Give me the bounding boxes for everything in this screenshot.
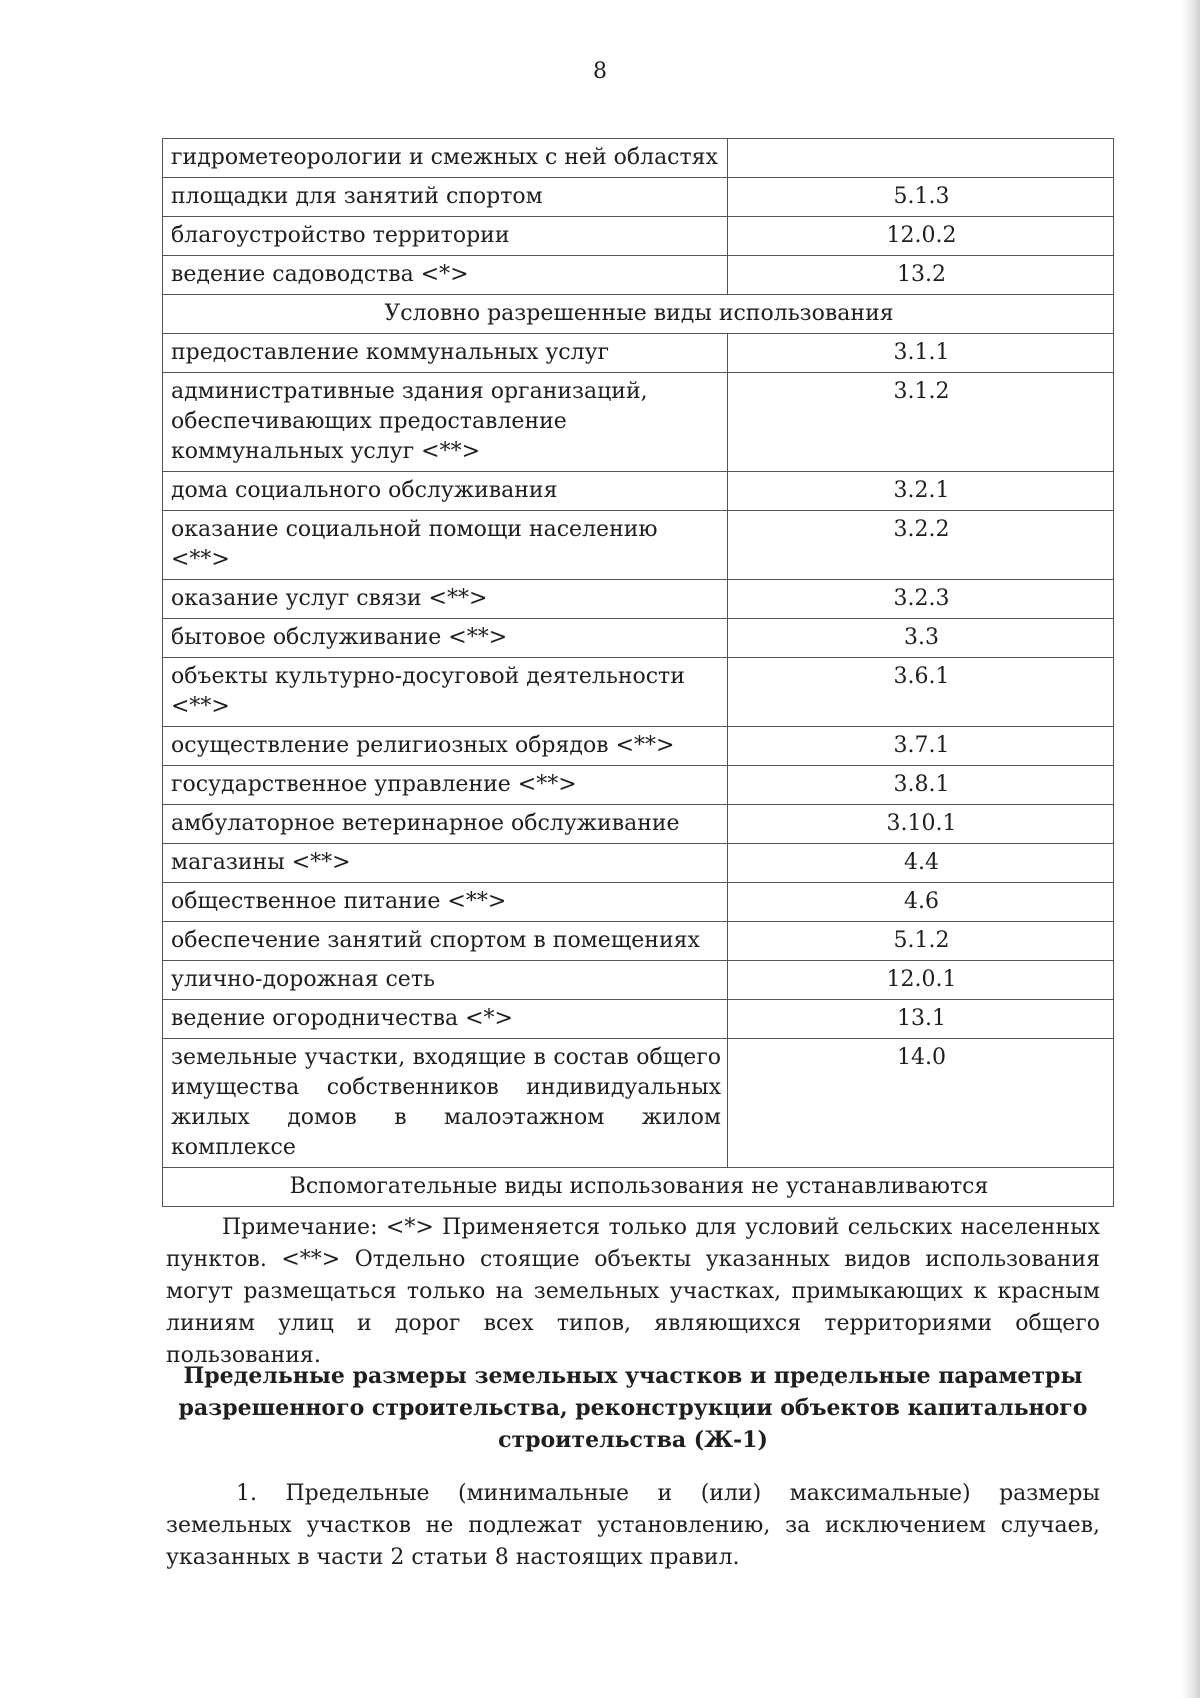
use-name: амбулаторное ветеринарное обслуживание xyxy=(163,805,728,844)
table-row xyxy=(163,178,1114,217)
body-paragraph: 1. Предельные (минимальные и (или) максимальные) размеры земельных участков не подлежат установлению, за исключением случаев, указанных в части 2 статьи 8 настоящих правил. xyxy=(166,1481,1100,1570)
use-code: 3.3 xyxy=(728,619,1114,658)
use-code: 3.1.1 xyxy=(728,334,1114,373)
use-name: бытовое обслуживание <**> xyxy=(163,619,728,658)
use-name: площадки для занятий спортом xyxy=(163,178,728,217)
use-code: 13.2 xyxy=(728,256,1114,295)
use-name: оказание услуг связи <**> xyxy=(163,580,728,619)
use-code: 3.1.2 xyxy=(728,373,1114,472)
footnote-paragraph: Примечание: <*> Применяется только для условий сельских населенных пунктов. <**> Отдельно стоящие объекты указанных видов использования могут размещаться только на земельных участках, примыкающих к красным линиям улиц и дорог всех типов, являющихся территориями общего пользования. xyxy=(166,1215,1100,1368)
use-name: улично-дорожная сеть xyxy=(163,961,728,1000)
use-name: гидрометеорологии и смежных с ней областях xyxy=(163,139,728,178)
section-heading: Предельные размеры земельных участков и предельные параметры разрешенного строительства, реконструкции объектов капитального строительства (Ж-1) xyxy=(178,1363,1088,1453)
use-code: 3.2.2 xyxy=(728,511,1114,580)
table-row xyxy=(163,472,1114,511)
use-code: 3.2.3 xyxy=(728,580,1114,619)
use-code: 12.0.2 xyxy=(728,217,1114,256)
use-code: 12.0.1 xyxy=(728,961,1114,1000)
use-code: 3.7.1 xyxy=(728,727,1114,766)
use-name: общественное питание <**> xyxy=(163,883,728,922)
table-row xyxy=(163,511,1114,580)
use-name: оказание социальной помощи населению <**> xyxy=(163,511,728,580)
use-name: объекты культурно-досуговой деятельности <**> xyxy=(163,658,728,727)
use-name: ведение садоводства <*> xyxy=(163,256,728,295)
use-name: магазины <**> xyxy=(163,844,728,883)
land-use-table xyxy=(162,138,1114,1207)
conditional-uses-heading: Условно разрешенные виды использования xyxy=(163,295,1114,334)
table-row xyxy=(163,844,1114,883)
table-row xyxy=(163,580,1114,619)
table-row xyxy=(163,961,1114,1000)
use-code: 4.6 xyxy=(728,883,1114,922)
use-name: дома социального обслуживания xyxy=(163,472,728,511)
table-row xyxy=(163,139,1114,178)
use-code: 4.4 xyxy=(728,844,1114,883)
use-code: 3.6.1 xyxy=(728,658,1114,727)
use-name: предоставление коммунальных услуг xyxy=(163,334,728,373)
use-name: благоустройство территории xyxy=(163,217,728,256)
use-name: осуществление религиозных обрядов <**> xyxy=(163,727,728,766)
table-section-row xyxy=(163,295,1114,334)
table-row xyxy=(163,658,1114,727)
use-code: 13.1 xyxy=(728,1000,1114,1039)
table-row xyxy=(163,922,1114,961)
page-edge-shadow xyxy=(1182,0,1200,1698)
table-row xyxy=(163,373,1114,472)
use-name: земельные участки, входящие в состав общего имущества собственников индивидуальных жилых домов в малоэтажном жилом комплексе xyxy=(163,1039,728,1168)
use-code: 3.8.1 xyxy=(728,766,1114,805)
table-row xyxy=(163,1039,1114,1168)
table-section-row xyxy=(163,1168,1114,1207)
table-row xyxy=(163,805,1114,844)
table-row xyxy=(163,217,1114,256)
use-name: государственное управление <**> xyxy=(163,766,728,805)
table-row xyxy=(163,334,1114,373)
table-row xyxy=(163,766,1114,805)
use-code: 3.2.1 xyxy=(728,472,1114,511)
use-code: 5.1.2 xyxy=(728,922,1114,961)
use-name: обеспечение занятий спортом в помещениях xyxy=(163,922,728,961)
use-name: административные здания организаций, обеспечивающих предоставление коммунальных услуг <**> xyxy=(163,373,728,472)
table-row xyxy=(163,883,1114,922)
table-row xyxy=(163,1000,1114,1039)
table-row xyxy=(163,727,1114,766)
use-code: 5.1.3 xyxy=(728,178,1114,217)
use-code: 14.0 xyxy=(728,1039,1114,1168)
use-code xyxy=(728,139,1114,178)
table-row xyxy=(163,619,1114,658)
use-name: ведение огородничества <*> xyxy=(163,1000,728,1039)
page-number: 8 xyxy=(593,59,607,84)
table-row xyxy=(163,256,1114,295)
use-code: 3.10.1 xyxy=(728,805,1114,844)
auxiliary-uses-note: Вспомогательные виды использования не устанавливаются xyxy=(163,1168,1114,1207)
